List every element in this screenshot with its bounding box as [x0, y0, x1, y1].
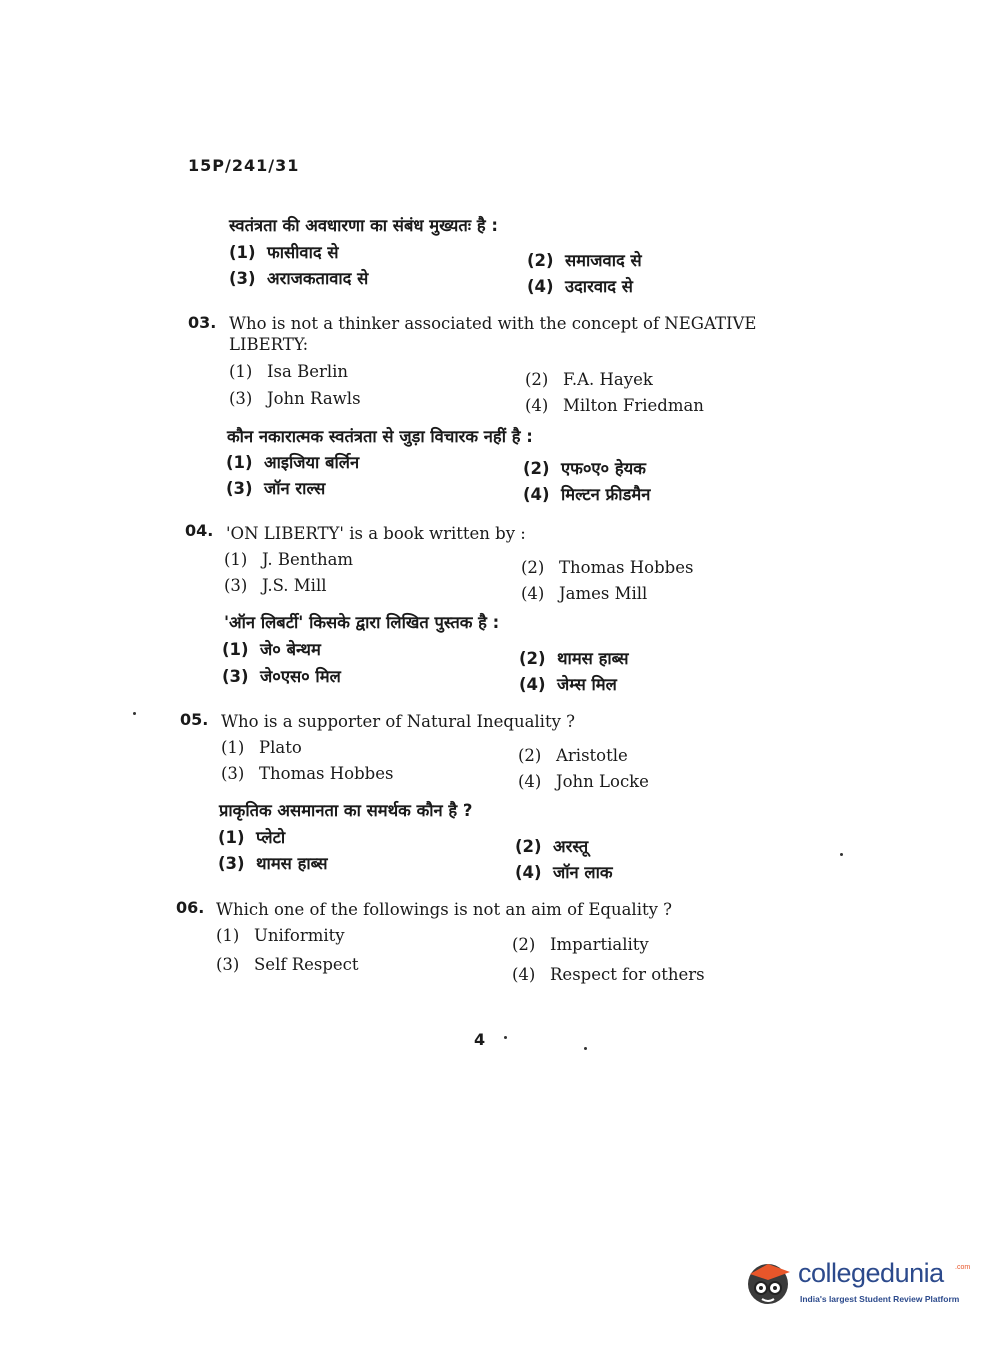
q03-option-4: (4) Milton Friedman [525, 396, 704, 415]
q05-hindi-option-2: (2) अरस्तू [515, 837, 589, 856]
q04-option-2: (2) Thomas Hobbes [521, 558, 694, 577]
q06-option-1: (1) Uniformity [216, 926, 345, 945]
q02-hindi-option-1: (1) फासीवाद से [229, 243, 339, 262]
q04-hindi-question: 'ऑन लिबर्टी' किसके द्वारा लिखित पुस्तक है : [224, 613, 500, 632]
scan-speck [840, 853, 843, 856]
scan-speck [133, 712, 136, 715]
q03-hindi-question: कौन नकारात्मक स्वतंत्रता से जुड़ा विचारक नहीं है : [227, 427, 533, 446]
collegedunia-logo [742, 1252, 974, 1312]
q04-question: 'ON LIBERTY' is a book written by : [226, 524, 526, 543]
scan-speck [504, 1036, 507, 1039]
q04-hindi-option-1: (1) जे० बेन्थम [222, 640, 321, 659]
q06-number: 06. [176, 898, 205, 917]
q05-option-1: (1) Plato [221, 738, 302, 757]
q05-number: 05. [180, 710, 209, 729]
q06-option-2: (2) Impartiality [512, 935, 649, 954]
q04-hindi-option-3: (3) जे०एस० मिल [222, 667, 341, 686]
page-number: 4 [474, 1030, 486, 1049]
q04-option-1: (1) J. Bentham [224, 550, 354, 569]
q03-option-3: (3) John Rawls [229, 389, 361, 408]
logo-wordmark: collegedunia [798, 1258, 944, 1288]
q05-question: Who is a supporter of Natural Inequality ? [221, 712, 576, 731]
q05-hindi-option-1: (1) प्लेटो [218, 828, 286, 847]
q03-question-line1: Who is not a thinker associated with the concept of NEGATIVE [229, 314, 757, 333]
q03-question-line2: LIBERTY: [229, 335, 309, 354]
q04-hindi-option-2: (2) थामस हाब्स [519, 649, 629, 668]
q03-hindi-option-2: (2) एफ०ए० हेयक [523, 459, 646, 478]
q05-hindi-option-4: (4) जॉन लाक [515, 863, 613, 882]
q05-hindi-question: प्राकृतिक असमानता का समर्थक कौन है ? [219, 801, 473, 820]
scan-speck [584, 1047, 587, 1050]
q05-option-2: (2) Aristotle [518, 746, 628, 765]
q03-number: 03. [188, 313, 217, 332]
q06-question: Which one of the followings is not an aim of Equality ? [216, 900, 673, 919]
logo-com: .com [955, 1264, 971, 1271]
paper-code: 15P/241/31 [188, 156, 300, 175]
q02-hindi-option-3: (3) अराजकतावाद से [229, 269, 369, 288]
q02-hindi-option-4: (4) उदारवाद से [527, 277, 633, 296]
q05-option-4: (4) John Locke [518, 772, 649, 791]
q03-option-2: (2) F.A. Hayek [525, 370, 653, 389]
q05-option-3: (3) Thomas Hobbes [221, 764, 394, 783]
q05-hindi-option-3: (3) थामस हाब्स [218, 854, 328, 873]
q02-hindi-option-2: (2) समाजवाद से [527, 251, 642, 270]
q04-hindi-option-4: (4) जेम्स मिल [519, 675, 617, 694]
q04-option-4: (4) James Mill [521, 584, 648, 603]
q02-hindi-question: स्वतंत्रता की अवधारणा का संबंध मुख्यतः है : [229, 216, 498, 235]
mascot-icon [742, 1252, 796, 1312]
q03-option-1: (1) Isa Berlin [229, 362, 349, 381]
q03-hindi-option-4: (4) मिल्टन फ्रीडमैन [523, 485, 651, 504]
q03-hindi-option-1: (1) आइजिया बर्लिन [226, 453, 360, 472]
q06-option-3: (3) Self Respect [216, 955, 359, 974]
q04-option-3: (3) J.S. Mill [224, 576, 327, 595]
logo-tagline: India's largest Student Review Platform [800, 1294, 960, 1304]
q04-number: 04. [185, 521, 214, 540]
q06-option-4: (4) Respect for others [512, 965, 705, 984]
q03-hindi-option-3: (3) जॉन राल्स [226, 479, 326, 498]
